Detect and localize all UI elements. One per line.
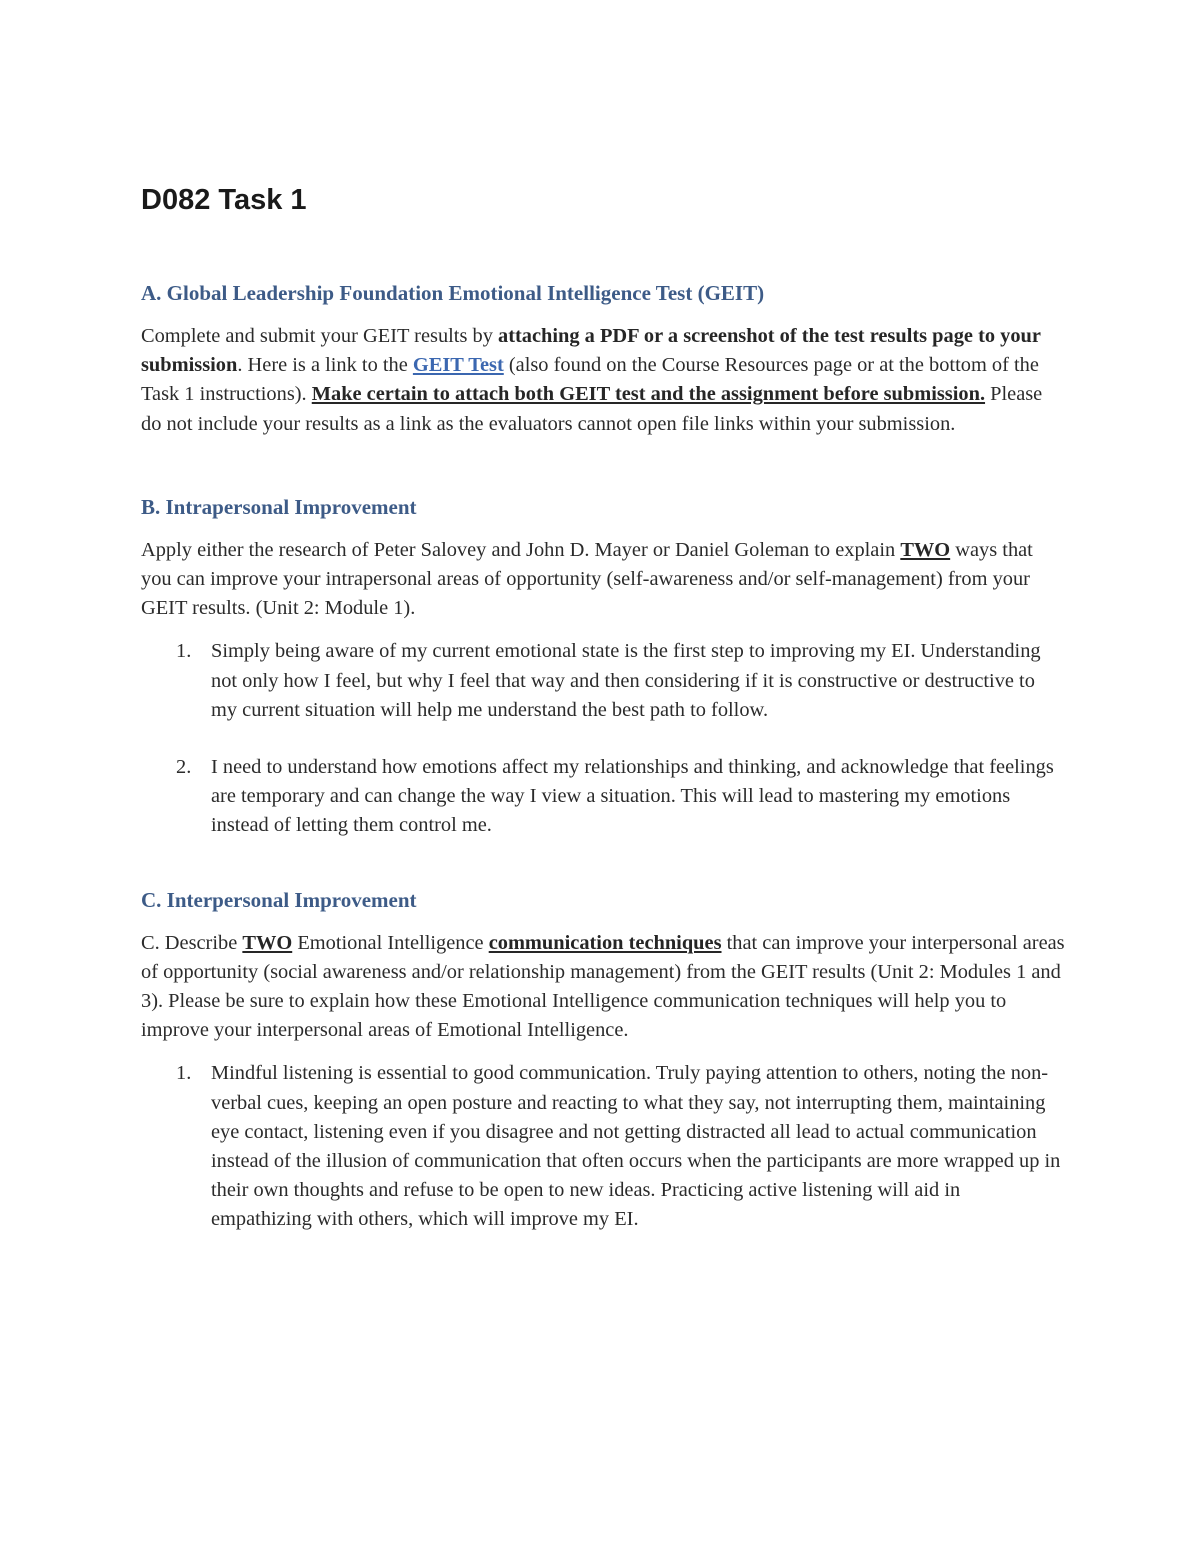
section-b-list xyxy=(141,637,1066,840)
section-b-text-2: ways that you can improve your intrapersonal areas of opportunity (self-awareness and/or self-management) from your GEIT results. (Unit 2: Module 1). xyxy=(141,538,1033,620)
document-title: D082 Task 1 xyxy=(141,184,307,216)
section-c xyxy=(141,885,1066,1235)
section-a-bold-2: Make certain to attach both GEIT test and the assignment before submission. xyxy=(311,383,986,406)
list-item-text: I need to understand how emotions affect my relationships and thinking, and acknowledge that feelings are temporary and can change the way I view a situation. This will lead to mastering my emotions instead of letting them control me. xyxy=(211,756,1054,837)
geit-test-link[interactable]: GEIT Test xyxy=(412,354,504,377)
list-item xyxy=(141,637,1066,725)
section-a-paragraph xyxy=(141,322,1066,439)
section-b-paragraph xyxy=(141,536,1066,624)
section-c-heading: C. Interpersonal Improvement xyxy=(141,887,417,912)
section-a-text-2: . Here is a link to the xyxy=(237,354,413,377)
section-a-heading: A. Global Leadership Foundation Emotional Intelligence Test (GEIT) xyxy=(141,281,765,305)
section-c-list xyxy=(141,1059,1066,1234)
list-item-text: Mindful listening is essential to good communication. Truly paying attention to others, noting the non-verbal cues, keeping an open posture and reacting to what they say, not interrupting them, maintaining eye contact, listening even if you disagree and not getting distracted all lead to actual communication instead of the illusion of communication that often occurs when the participants are more wrapped up in their own thoughts and refuse to be open to new ideas. Practicing active listening will aid in empathizing with others, which will improve my EI. xyxy=(211,1062,1061,1231)
section-c-bold-two: TWO xyxy=(242,931,293,954)
list-item-number: 1. xyxy=(176,1062,192,1085)
list-item-text: Simply being aware of my current emotional state is the first step to improving my EI. Understanding not only how I feel, but why I feel that way and then considering if it is constructive or destructive to my current situation will help me understand the best path to follow. xyxy=(211,640,1041,721)
document-page xyxy=(141,178,1066,1263)
section-b-heading: B. Intrapersonal Improvement xyxy=(141,494,417,519)
list-item-number: 1. xyxy=(176,640,192,663)
section-c-paragraph xyxy=(141,929,1066,1046)
section-a-text-3: (also found on the Course Resources page or at the bottom of the Task 1 instructions). xyxy=(141,354,1039,406)
section-c-bold-techniques: communication techniques xyxy=(488,931,722,954)
section-c-text-3: that can improve your interpersonal areas of opportunity (social awareness and/or relationship management) from the GEIT results (Unit 2: Modules 1 and 3). Please be sure to explain how these Emotional Intelligence communication techniques will help you to improve your interpersonal areas of Emotional Intelligence. xyxy=(141,931,1065,1042)
section-a-bold-1: attaching a PDF or a screenshot of the test results page to your submission xyxy=(141,325,1041,377)
section-a-text-1: Complete and submit your GEIT results by xyxy=(141,325,498,347)
list-item xyxy=(141,753,1066,841)
list-item xyxy=(141,1059,1066,1234)
section-a-text-4: Please do not include your results as a link as the evaluators cannot open file links within your submission. xyxy=(141,383,1043,435)
section-b-text-1: Apply either the research of Peter Salovey and John D. Mayer or Daniel Goleman to explain xyxy=(141,538,901,561)
section-b-bold-two: TWO xyxy=(900,538,951,561)
section-a xyxy=(141,278,1066,439)
section-c-text-1: C. Describe xyxy=(141,931,243,954)
list-item-number: 2. xyxy=(176,756,192,779)
section-c-text-2: Emotional Intelligence xyxy=(292,931,489,954)
section-b xyxy=(141,492,1066,841)
